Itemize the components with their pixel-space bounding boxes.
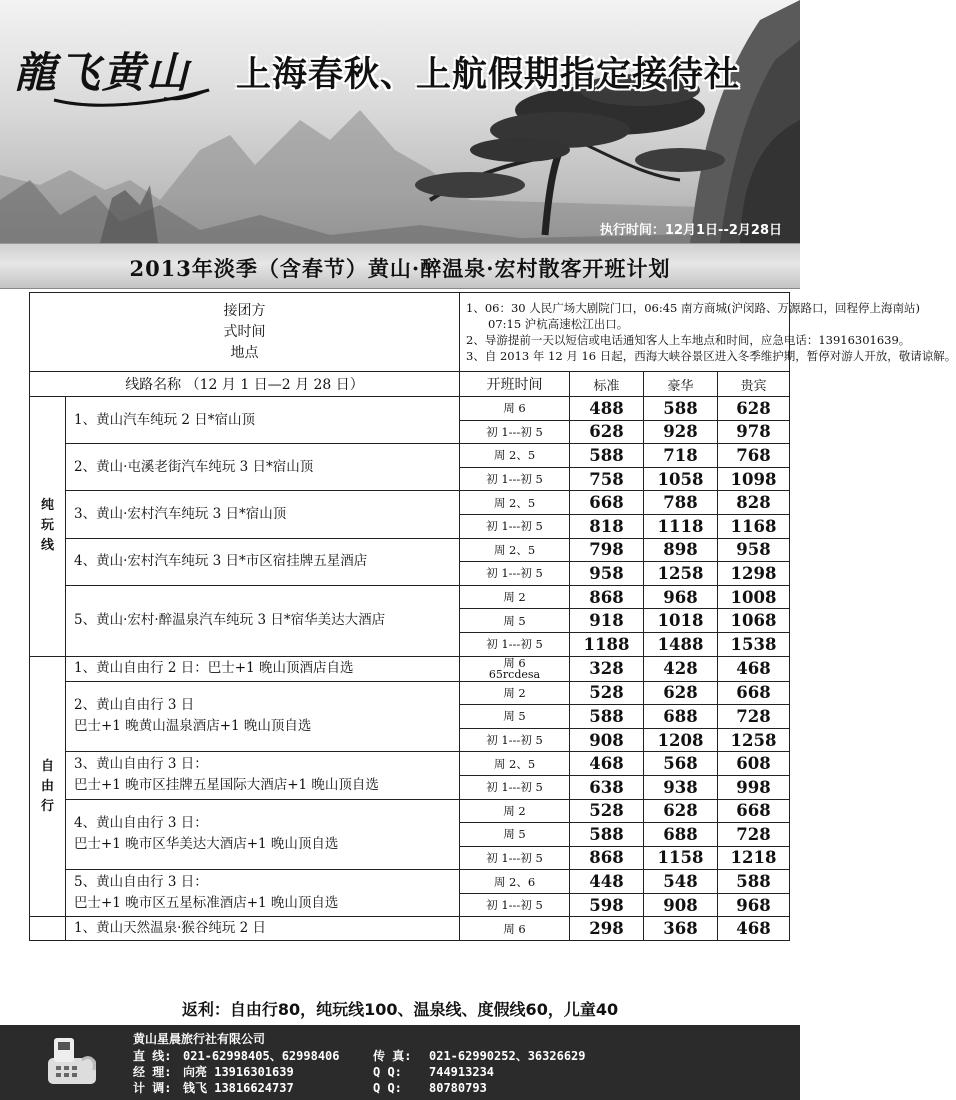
price-vip: 1258 bbox=[718, 728, 790, 752]
schedule-cell bbox=[460, 514, 570, 538]
contact-label: Q Q: bbox=[373, 1065, 402, 1079]
route-name-cell bbox=[66, 752, 460, 799]
col-route-header: 线路名称 （12 月 1 日—2 月 28 日） bbox=[30, 372, 460, 397]
route-name-line: 巴士+1 晚市区华美达大酒店+1 晚山顶自选 bbox=[74, 836, 339, 853]
price-vip: 1168 bbox=[718, 514, 790, 538]
category-cell bbox=[30, 917, 66, 941]
route-name-line: 1、黄山汽车纯玩 2 日*宿山顶 bbox=[74, 411, 256, 428]
schedule-cell bbox=[460, 728, 570, 752]
schedule-text: 周 2、5 bbox=[493, 448, 536, 463]
schedule-cell bbox=[460, 823, 570, 847]
schedule-text: 周 6 bbox=[503, 655, 526, 670]
route-name-line: 1、黄山自由行 2 日：巴士+1 晚山顶酒店自选 bbox=[74, 660, 354, 677]
schedule-text: 周 5 bbox=[503, 613, 526, 628]
notes-line: 2、导游提前一天以短信或电话通知客人上车地点和时间，应急电话：13916301639。 bbox=[466, 333, 911, 347]
price-standard: 868 bbox=[570, 585, 644, 609]
price-vip: 1218 bbox=[718, 846, 790, 870]
price-standard: 588 bbox=[570, 823, 644, 847]
logo bbox=[14, 40, 219, 110]
route-name-line: 2、黄山·屯溪老街汽车纯玩 3 日*宿山顶 bbox=[74, 458, 314, 475]
route-name-cell bbox=[66, 656, 460, 681]
schedule-cell bbox=[460, 917, 570, 941]
route-name-line: 5、黄山自由行 3 日： bbox=[74, 874, 208, 891]
schedule-cell bbox=[460, 870, 570, 894]
price-standard: 488 bbox=[570, 397, 644, 421]
schedule-subtext: 65rcdesa bbox=[488, 667, 541, 681]
price-standard: 328 bbox=[570, 656, 644, 681]
price-vip: 1068 bbox=[718, 609, 790, 633]
notes-line: 07:15 沪杭高速松江出口。 bbox=[488, 317, 629, 331]
contact-row bbox=[133, 1079, 487, 1096]
table-row bbox=[30, 491, 790, 515]
price-standard: 818 bbox=[570, 514, 644, 538]
price-vip: 588 bbox=[718, 870, 790, 894]
schedule-cell bbox=[460, 846, 570, 870]
contact-value: 向亮 13916301639 bbox=[183, 1065, 294, 1079]
schedule-cell bbox=[460, 775, 570, 799]
schedule-cell bbox=[460, 799, 570, 823]
price-vip: 468 bbox=[718, 917, 790, 941]
route-name-line: 4、黄山自由行 3 日： bbox=[74, 815, 208, 832]
schedule-text: 初 1---初 5 bbox=[486, 472, 543, 487]
category-char: 行 bbox=[40, 798, 54, 814]
price-vip: 1538 bbox=[718, 632, 790, 656]
price-vip: 668 bbox=[718, 681, 790, 705]
contact-label: Q Q: bbox=[373, 1081, 402, 1095]
schedule-text: 初 1---初 5 bbox=[486, 898, 543, 913]
route-name-cell bbox=[66, 870, 460, 917]
contact-row bbox=[133, 1063, 494, 1080]
route-name-cell bbox=[66, 538, 460, 585]
category-char: 线 bbox=[40, 538, 54, 554]
price-standard: 588 bbox=[570, 705, 644, 729]
notes-row bbox=[30, 293, 790, 372]
schedule-cell bbox=[460, 420, 570, 444]
schedule-cell bbox=[460, 752, 570, 776]
price-standard: 668 bbox=[570, 491, 644, 515]
price-deluxe: 548 bbox=[644, 870, 718, 894]
table-row bbox=[30, 397, 790, 421]
category-char: 纯 bbox=[40, 498, 54, 514]
schedule-table bbox=[29, 292, 956, 941]
contact-label: 经 理: bbox=[133, 1065, 172, 1079]
schedule-text: 周 2 bbox=[503, 803, 526, 818]
price-deluxe: 1018 bbox=[644, 609, 718, 633]
col-vip-header: 贵宾 bbox=[718, 372, 790, 397]
table-row bbox=[30, 752, 790, 776]
route-name-line: 5、黄山·宏村·醉温泉汽车纯玩 3 日*宿华美达大酒店 bbox=[74, 612, 386, 629]
schedule-cell bbox=[460, 562, 570, 586]
route-name-line: 2、黄山自由行 3 日 bbox=[74, 697, 195, 714]
route-name-line: 3、黄山自由行 3 日： bbox=[74, 756, 208, 773]
category-char: 由 bbox=[40, 778, 54, 794]
telephone-icon bbox=[42, 1030, 102, 1090]
price-standard: 298 bbox=[570, 917, 644, 941]
route-name-line: 4、黄山·宏村汽车纯玩 3 日*市区宿挂牌五星酒店 bbox=[74, 553, 368, 570]
schedule-text: 周 2、5 bbox=[493, 542, 536, 557]
table-row bbox=[30, 585, 790, 609]
price-vip: 628 bbox=[718, 397, 790, 421]
schedule-text: 周 2 bbox=[503, 685, 526, 700]
schedule-cell bbox=[460, 705, 570, 729]
route-name-line: 1、黄山天然温泉·猴谷纯玩 2 日 bbox=[74, 920, 267, 937]
price-vip: 728 bbox=[718, 705, 790, 729]
route-name-cell bbox=[66, 444, 460, 491]
price-vip: 998 bbox=[718, 775, 790, 799]
footer bbox=[0, 1025, 800, 1100]
category-char: 自 bbox=[40, 758, 54, 774]
schedule-cell bbox=[460, 632, 570, 656]
price-vip: 958 bbox=[718, 538, 790, 562]
route-name-cell bbox=[66, 491, 460, 538]
route-name-line: 巴士+1 晚黄山温泉酒店+1 晚山顶自选 bbox=[74, 718, 312, 735]
price-deluxe: 938 bbox=[644, 775, 718, 799]
contact-value: 钱飞 13816624737 bbox=[183, 1081, 294, 1095]
notes-line: 3、自 2013 年 12 月 16 日起，西海大峡谷景区进入冬季维护期，暂停对游人开放，敬请谅解。 bbox=[466, 349, 956, 363]
contact-value: 021-62990252、36326629 bbox=[429, 1049, 586, 1063]
schedule-cell bbox=[460, 538, 570, 562]
contact-row bbox=[133, 1047, 586, 1064]
col-standard-header: 标准 bbox=[570, 372, 644, 397]
table-row bbox=[30, 799, 790, 823]
table-row bbox=[30, 444, 790, 468]
price-deluxe: 428 bbox=[644, 656, 718, 681]
price-deluxe: 968 bbox=[644, 585, 718, 609]
company-name: 黄山星晨旅行社有限公司 bbox=[133, 1032, 266, 1046]
logo-text: 龍飞黄山 bbox=[14, 48, 191, 97]
price-standard: 448 bbox=[570, 870, 644, 894]
schedule-text: 初 1---初 5 bbox=[486, 519, 543, 534]
price-deluxe: 788 bbox=[644, 491, 718, 515]
schedule-cell bbox=[460, 585, 570, 609]
price-standard: 958 bbox=[570, 562, 644, 586]
price-deluxe: 368 bbox=[644, 917, 718, 941]
price-vip: 968 bbox=[718, 893, 790, 917]
schedule-rows bbox=[30, 397, 790, 941]
route-name-cell bbox=[66, 397, 460, 444]
header-banner bbox=[0, 0, 800, 243]
price-standard: 628 bbox=[570, 420, 644, 444]
price-deluxe: 1058 bbox=[644, 467, 718, 491]
price-vip: 608 bbox=[718, 752, 790, 776]
category-cell bbox=[30, 656, 66, 917]
schedule-text: 初 1---初 5 bbox=[486, 780, 543, 795]
rebate-note: 返利：自由行80，纯玩线100、温泉线、度假线60，儿童40 bbox=[181, 1000, 619, 1019]
schedule-text: 初 1---初 5 bbox=[486, 850, 543, 865]
schedule-text: 初 1---初 5 bbox=[486, 424, 543, 439]
route-name-cell bbox=[66, 917, 460, 941]
route-name-line: 3、黄山·宏村汽车纯玩 3 日*宿山顶 bbox=[74, 505, 287, 522]
price-deluxe: 1208 bbox=[644, 728, 718, 752]
schedule-cell bbox=[460, 467, 570, 491]
notes-content bbox=[460, 293, 956, 372]
price-deluxe: 1488 bbox=[644, 632, 718, 656]
schedule-text: 初 1---初 5 bbox=[486, 566, 543, 581]
price-vip: 1298 bbox=[718, 562, 790, 586]
schedule-cell bbox=[460, 397, 570, 421]
table-row bbox=[30, 538, 790, 562]
schedule-cell bbox=[460, 893, 570, 917]
contact-label: 计 调: bbox=[133, 1081, 172, 1095]
price-vip: 978 bbox=[718, 420, 790, 444]
price-deluxe: 568 bbox=[644, 752, 718, 776]
contact-value: 80780793 bbox=[429, 1081, 487, 1095]
category-char: 玩 bbox=[40, 518, 54, 534]
schedule-cell bbox=[460, 681, 570, 705]
validity-period: 执行时间：12月1日--2月28日 bbox=[599, 223, 782, 238]
schedule-text: 初 1---初 5 bbox=[486, 637, 543, 652]
col-schedule-header: 开班时间 bbox=[460, 372, 570, 397]
price-standard: 908 bbox=[570, 728, 644, 752]
price-standard: 918 bbox=[570, 609, 644, 633]
schedule-cell bbox=[460, 444, 570, 468]
table-header-row bbox=[30, 372, 790, 397]
notes-label-line: 地点 bbox=[230, 344, 259, 361]
contact-value: 744913234 bbox=[429, 1065, 495, 1079]
contact-label: 直 线: bbox=[133, 1049, 172, 1063]
price-deluxe: 588 bbox=[644, 397, 718, 421]
price-standard: 528 bbox=[570, 681, 644, 705]
price-standard: 638 bbox=[570, 775, 644, 799]
route-name-line: 巴士+1 晚市区挂牌五星国际大酒店+1 晚山顶自选 bbox=[74, 777, 379, 794]
price-vip: 1008 bbox=[718, 585, 790, 609]
contact-label: 传 真: bbox=[373, 1049, 412, 1063]
price-deluxe: 1258 bbox=[644, 562, 718, 586]
schedule-text: 周 5 bbox=[503, 827, 526, 842]
schedule-text: 周 6 bbox=[503, 921, 526, 936]
price-vip: 1098 bbox=[718, 467, 790, 491]
col-deluxe-header: 豪华 bbox=[644, 372, 718, 397]
notes-line: 1、06：30 人民广场大剧院门口，06:45 南方商城(沪闵路、万源路口，回程停上海南站) bbox=[466, 301, 921, 315]
route-name-cell bbox=[66, 681, 460, 752]
price-deluxe: 718 bbox=[644, 444, 718, 468]
price-standard: 598 bbox=[570, 893, 644, 917]
title-bar bbox=[0, 243, 800, 289]
schedule-text: 周 2、6 bbox=[493, 874, 536, 889]
price-vip: 468 bbox=[718, 656, 790, 681]
category-cell bbox=[30, 397, 66, 657]
route-name-cell bbox=[66, 585, 460, 656]
price-deluxe: 1118 bbox=[644, 514, 718, 538]
table-row bbox=[30, 656, 790, 681]
price-deluxe: 628 bbox=[644, 681, 718, 705]
notes-label-line: 接团方 bbox=[223, 302, 266, 319]
schedule-text: 周 6 bbox=[503, 401, 526, 416]
price-deluxe: 898 bbox=[644, 538, 718, 562]
table-row bbox=[30, 681, 790, 705]
price-standard: 798 bbox=[570, 538, 644, 562]
mountain-scenery-illustration bbox=[0, 0, 800, 243]
schedule-text: 周 2 bbox=[503, 590, 526, 605]
schedule-text: 周 5 bbox=[503, 709, 526, 724]
price-standard: 588 bbox=[570, 444, 644, 468]
slogan: 上海春秋、上航假期指定接待社 bbox=[236, 55, 741, 95]
schedule-cell bbox=[460, 491, 570, 515]
price-vip: 728 bbox=[718, 823, 790, 847]
price-deluxe: 928 bbox=[644, 420, 718, 444]
price-standard: 1188 bbox=[570, 632, 644, 656]
logo-swoosh-icon bbox=[14, 40, 219, 110]
price-vip: 828 bbox=[718, 491, 790, 515]
table-row bbox=[30, 870, 790, 894]
price-standard: 468 bbox=[570, 752, 644, 776]
notes-label bbox=[30, 293, 460, 372]
price-standard: 868 bbox=[570, 846, 644, 870]
schedule-text: 周 2、5 bbox=[493, 495, 536, 510]
price-vip: 668 bbox=[718, 799, 790, 823]
schedule-cell bbox=[460, 609, 570, 633]
price-deluxe: 908 bbox=[644, 893, 718, 917]
schedule-text: 初 1---初 5 bbox=[486, 733, 543, 748]
page-title: 2013年淡季（含春节）黄山·醉温泉·宏村散客开班计划 bbox=[129, 256, 671, 281]
route-name-cell bbox=[66, 799, 460, 870]
table-row bbox=[30, 917, 790, 941]
schedule-cell bbox=[460, 656, 570, 681]
price-deluxe: 688 bbox=[644, 823, 718, 847]
route-name-line: 巴士+1 晚市区五星标准酒店+1 晚山顶自选 bbox=[74, 895, 339, 912]
notes-label-line: 式时间 bbox=[223, 323, 266, 340]
price-deluxe: 1158 bbox=[644, 846, 718, 870]
price-deluxe: 688 bbox=[644, 705, 718, 729]
price-deluxe: 628 bbox=[644, 799, 718, 823]
price-standard: 528 bbox=[570, 799, 644, 823]
schedule-text: 周 2、5 bbox=[493, 756, 536, 771]
price-vip: 768 bbox=[718, 444, 790, 468]
contact-value: 021-62998405、62998406 bbox=[183, 1049, 340, 1063]
price-standard: 758 bbox=[570, 467, 644, 491]
